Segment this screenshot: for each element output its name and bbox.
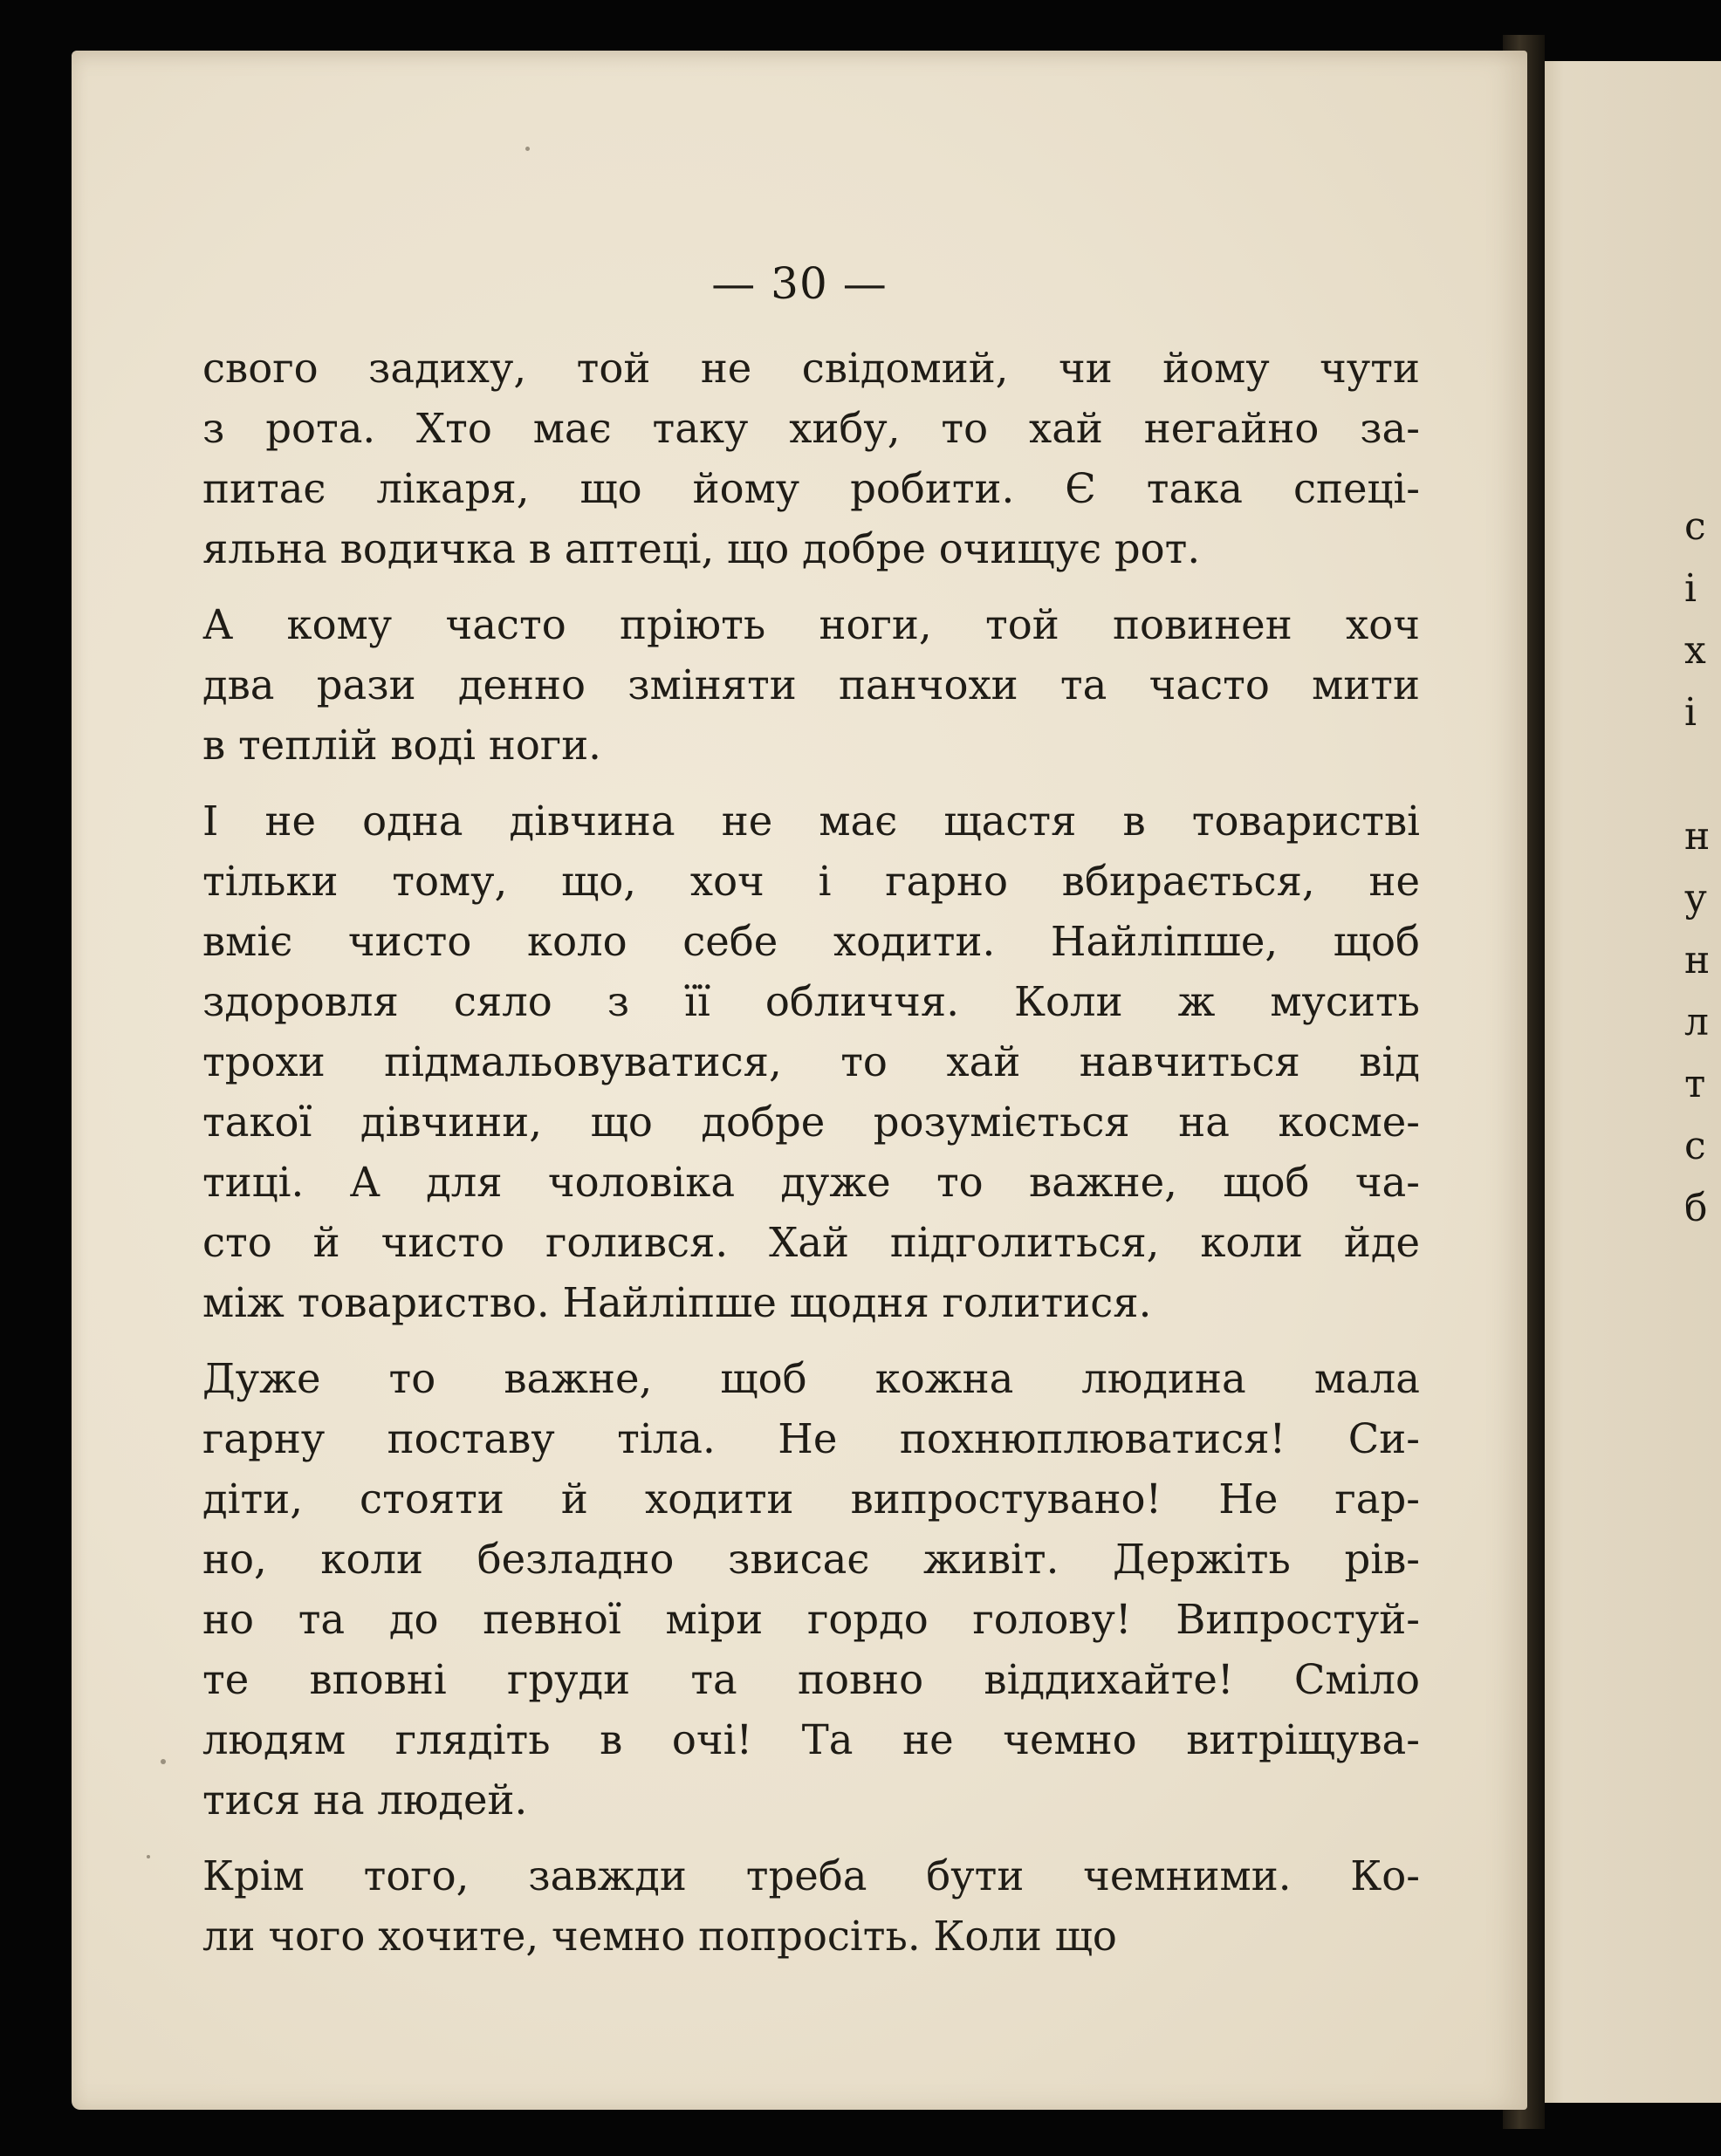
edge-glyph: н xyxy=(1684,938,1711,982)
text-line: вміє чисто коло себе ходити. Найліпше, щоб xyxy=(202,918,1420,965)
edge-glyph: і xyxy=(1684,566,1697,611)
edge-glyph: с xyxy=(1684,1124,1706,1168)
text-line: в теплій воді ноги. xyxy=(202,722,601,769)
text-line: гарну поставу тіла. Не похнюплюватися! Си- xyxy=(202,1415,1420,1462)
next-page-edge xyxy=(1529,61,1721,2103)
text-line: І не одна дівчина не має щастя в товаристві xyxy=(202,797,1420,845)
next-page-edge-glyphs xyxy=(1684,496,1719,1239)
text-line: сто й чисто голився. Хай підголиться, коли йде xyxy=(202,1219,1420,1266)
book-page xyxy=(72,51,1527,2110)
text-line: тиці. А для чоловіка дуже то важне, щоб ча- xyxy=(202,1159,1420,1206)
paper-speck xyxy=(147,1855,150,1858)
text-line: питає лікаря, що йому робити. Є така спеці- xyxy=(202,465,1420,512)
text-line: здоровля сяло з її обличчя. Коли ж мусить xyxy=(202,978,1420,1025)
paper-speck xyxy=(161,1759,166,1764)
text-line: людям глядіть в очі! Та не чемно витріщува- xyxy=(202,1716,1420,1763)
paragraph xyxy=(202,595,1420,776)
text-line: ли чого хочите, чемно попросіть. Коли що xyxy=(202,1913,1117,1960)
text-line: А кому часто пріють ноги, той повинен хоч xyxy=(202,601,1420,648)
text-line: діти, стояти й ходити випростувано! Не гар- xyxy=(202,1475,1420,1523)
edge-glyph: с xyxy=(1684,504,1706,549)
edge-glyph: т xyxy=(1684,1062,1706,1106)
text-line: те вповні груди та повно віддихайте! Сміло xyxy=(202,1656,1420,1703)
edge-glyph: і xyxy=(1684,690,1697,735)
paragraph xyxy=(202,339,1420,579)
paragraph xyxy=(202,1846,1420,1967)
edge-glyph: у xyxy=(1684,876,1707,921)
text-line: з рота. Хто має таку хибу, то хай негайно за- xyxy=(202,405,1420,452)
text-line: Дуже то важне, щоб кожна людина мала xyxy=(202,1355,1420,1402)
edge-glyph: л xyxy=(1684,1000,1709,1044)
edge-glyph xyxy=(1684,743,1719,805)
edge-glyph: б xyxy=(1684,1186,1708,1230)
text-line: трохи підмальовуватися, то хай навчиться від xyxy=(202,1038,1420,1085)
paper-speck xyxy=(525,147,530,151)
paragraph xyxy=(202,791,1420,1333)
page-text xyxy=(202,339,1420,1967)
text-line: яльна водичка в аптеці, що добре очищує рот. xyxy=(202,525,1201,572)
text-line: два рази денно зміняти панчохи та часто мити xyxy=(202,661,1420,708)
paragraph xyxy=(202,1349,1420,1831)
text-line: но, коли безладно звисає живіт. Держіть рів- xyxy=(202,1536,1420,1583)
text-line: між товариство. Найліпше щодня голитися. xyxy=(202,1279,1152,1326)
text-line: тільки тому, що, хоч і гарно вбирається, не xyxy=(202,858,1420,905)
text-line: тися на людей. xyxy=(202,1776,528,1824)
text-line: такої дівчини, що добре розуміється на косме- xyxy=(202,1099,1420,1146)
page-number: — 30 — xyxy=(711,258,888,309)
text-line: свого задиху, той не свідомий, чи йому чути xyxy=(202,345,1420,392)
text-line: Крім того, завжди треба бути чемними. Ко- xyxy=(202,1852,1420,1899)
text-line: но та до певної міри гордо голову! Випростуй- xyxy=(202,1596,1420,1643)
edge-glyph: н xyxy=(1684,814,1711,859)
edge-glyph: х xyxy=(1684,628,1706,673)
